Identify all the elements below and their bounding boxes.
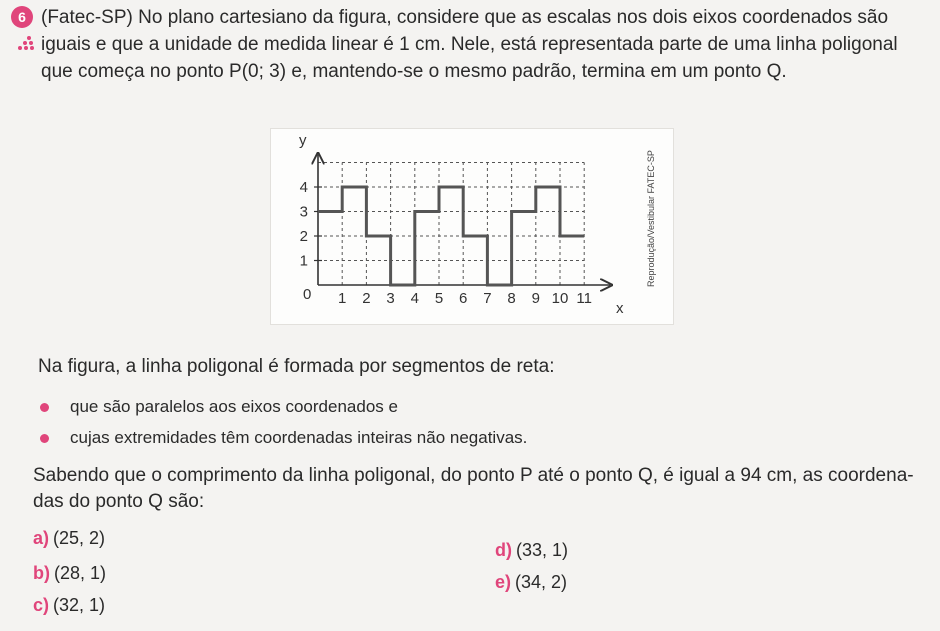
y-tick-label: 1	[299, 252, 308, 270]
x-tick-label: 8	[507, 290, 516, 307]
ask-line-1: Sabendo que o comprimento da linha poligonal, do ponto P até o ponto Q, é igual a 94 cm, as coordena-	[33, 465, 914, 486]
question-ask	[33, 463, 913, 515]
option-text: (25, 2)	[53, 528, 106, 548]
cartesian-graph	[270, 128, 670, 323]
x-tick-label: 2	[362, 290, 371, 307]
option-e[interactable]	[495, 572, 567, 593]
x-axis-label: x	[616, 300, 624, 317]
bullet-dot	[40, 403, 49, 412]
bullet-dot	[40, 434, 49, 443]
option-letter: b)	[33, 563, 50, 583]
ask-line-2: das do ponto Q são:	[33, 491, 205, 512]
option-b[interactable]	[33, 563, 106, 584]
option-a[interactable]	[33, 528, 105, 549]
y-tick-label: 2	[299, 228, 308, 245]
option-letter: d)	[495, 540, 512, 560]
option-c[interactable]	[33, 595, 105, 616]
option-letter: e)	[495, 572, 512, 592]
graph-grid	[318, 163, 584, 286]
bullet-item-2: cujas extremidades têm coordenadas inteiras não negativas.	[70, 428, 528, 447]
option-text: (33, 1)	[516, 540, 569, 560]
x-tick-label: 11	[576, 290, 592, 307]
intro-line-3: que começa no ponto P(0; 3) e, mantendo-se o mesmo padrão, termina em um ponto Q.	[41, 61, 787, 82]
option-letter: c)	[33, 595, 50, 615]
intro-line-1: (Fatec-SP) No plano cartesiano da figura, considere que as escalas nos dois eixos coordenados são	[41, 7, 889, 28]
y-axis-label: y	[299, 132, 307, 149]
question-number: 6	[18, 9, 26, 25]
x-tick-label: 4	[410, 290, 419, 307]
intro-line-2: iguais e que a unidade de medida linear é 1 cm. Nele, está representada parte de uma linha poligonal	[41, 34, 898, 55]
option-text: (28, 1)	[54, 563, 107, 583]
figure-credit: Reprodução/Vestibular FATEC-SP	[646, 150, 656, 288]
x-tick-label: 6	[459, 290, 468, 307]
x-tick-label: 3	[386, 290, 395, 307]
x-tick-label: 9	[531, 290, 540, 307]
option-d[interactable]	[495, 540, 568, 561]
y-tick-label: 3	[299, 203, 308, 221]
bullet-item-1: que são paralelos aos eixos coordenados e	[70, 397, 398, 416]
option-letter: a)	[33, 528, 50, 548]
statement: Na figura, a linha poligonal é formada por segmentos de reta:	[38, 356, 555, 377]
question-intro	[41, 4, 921, 85]
x-tick-label: 1	[338, 290, 347, 307]
x-tick-label: 7	[483, 290, 492, 307]
y-tick-label: 4	[299, 179, 308, 196]
option-text: (32, 1)	[53, 595, 106, 615]
dots-icon	[16, 35, 36, 53]
question-number-badge	[11, 6, 33, 28]
x-tick-label: 10	[551, 290, 569, 307]
option-text: (34, 2)	[515, 572, 568, 592]
origin-label: 0	[303, 286, 312, 303]
x-tick-label: 5	[434, 290, 444, 307]
